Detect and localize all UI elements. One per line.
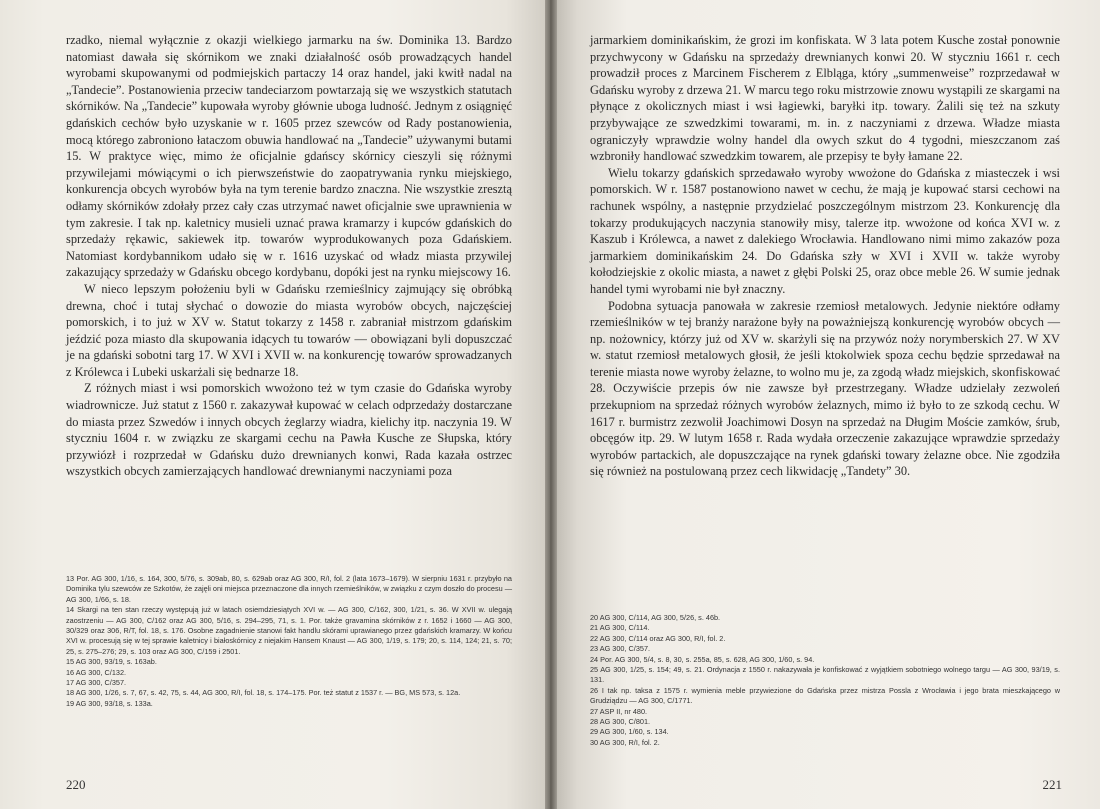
footnote-30: 30 AG 300, R/I, fol. 2. bbox=[590, 737, 660, 747]
footnote-20: 20 AG 300, C/114, AG 300, 5/26, s. 46b. bbox=[590, 613, 721, 622]
left-paragraph-2: W nieco lepszym położeniu byli w Gdańsku rzemieślnicy zajmujący się obróbką drewna, choć i tutaj słychać o dowozie do miasta wyrobów obcych, najczęściej pomorskich, i to już w XV w. Statut tokarzy z 1458 r. zabraniał mistrzom gdańskim jeździć poza miasto dla skupowania idących tu towarów — obowiązani byli dopuszczać je na gdański sobotni targ 17. W XVI i XVII w. na konkurencję towarów sprowadzanych z Królewca i Lubeki uskarżali się bednarze 18. bbox=[66, 281, 512, 379]
footnote-17: 17 AG 300, C/357. bbox=[66, 678, 127, 688]
footnote-25: 25 AG 300, 1/25, s. 154; 49, s. 21. Ordynacja z 1550 r. nakazywała je konfiskować z wyjątkiem sobotniego wolnego targu — AG 300, 93/19, s. 131. bbox=[590, 665, 1060, 685]
right-page bbox=[550, 0, 1100, 809]
page-number-left: 220 bbox=[66, 777, 86, 792]
footnote-29: 29 AG 300, 1/60, s. 134. bbox=[590, 727, 669, 737]
footnote-19: 19 AG 300, 93/18, s. 133a. bbox=[66, 698, 153, 708]
footnote-21: 21 AG 300, C/114. bbox=[590, 623, 650, 633]
book-spine-shadow bbox=[545, 0, 557, 809]
right-page-body bbox=[590, 32, 1060, 480]
right-paragraph-1: jarmarkiem dominikańskim, że grozi im konfiskata. W 3 lata potem Kusche został ponownie przychwycony w Gdańsku na sprzedaży drewnianych konwi 20. W styczniu 1661 r. cech prowadził proces z Marcinem Fischerem z Elbląga, który „summenweise” rozprzedawał w Gdańsku wyroby z drzewa 21. W marcu tego roku mistrzowie znowu wystąpili ze skargami na płynące z okolicznych miast i wsi łagiewki, baryłki itp. towary. Żalili się też na szkuty przybywające ze szwedzkimi towarami, m. in. z naczyniami z drzewa. Władze miasta ograniczyły wprawdzie wolny handel dla owych szkut do 4 tygodni, mieszczanom zaś wzbroniły handlować szwedzkim towarem, ale przepisy te były łamane 22. bbox=[590, 33, 1060, 164]
footnote-26: 26 I tak np. taksa z 1575 r. wymienia meble przywiezione do Gdańska przez mistrza Possla z Wrocławia i jego brata mieszkającego w Grudziądzu — AG 300, C/1771. bbox=[590, 685, 1060, 706]
footnote-24: 24 Por. AG 300, 5/4, s. 8, 30, s. 255a, 85, s. 628, AG 300, 1/60, s. 94. bbox=[590, 654, 815, 664]
left-paragraph-1: rzadko, niemal wyłącznie z okazji wielkiego jarmarku na św. Dominika 13. Bardzo natomiast dawała się skórnikom we znaki działalność osób prowadzących handel wyrobami skupowanymi od podmiejskich partaczy 14 oraz handel, jaki kwitł nadal na „Tandecie”. Postanowienia przeciw tandeciarzom powtarzają się we wszystkich statutach skórników. Na „Tandecie” kupowała wyroby głównie uboga ludność. Jednym z osiągnięć gdańskich cechów było uzyskanie w r. 1605 przez szewców od Rady postanowienia, mocą którego zabroniono łataczom obuwia handlować na „Tandecie” używanymi butami 15. W praktyce więc, mimo że oficjalnie gdańscy skórnicy cieszyli się różnymi przywilejami mówiącymi o ich pierwszeństwie do zaopatrywania rynku miejskiego, konkurencja obcych wyrobów była na tym terenie bardzo znaczna. Nie wszystkie zresztą odłamy skórników zdołały przez cały czas utrzymać nawet oficjalnie swe uprawnienia w tym zakresie. I tak np. kaletnicy musieli uznać prawa kramarzy i kupców gdańskich do sprzedaży rękawic, sakiewek itp. towarów wyprodukowanych poza Gdańskiem. Natomiast kordybannikom udało się w r. 1616 uzyskać od władz miasta przywilej zakazujący sprzedaży w Gdańsku obcego kordybanu, dopóki jest na rynku miejscowy 16. bbox=[66, 33, 512, 280]
left-paragraph-3: Z różnych miast i wsi pomorskich wwożono też w tym czasie do Gdańska wyroby wiadrownicze. Już statut z 1560 r. zakazywał kupować w celach odprzedaży dostarczane do miasta przez Szwedów i innych obcych żeglarzy wiadra, kielichy itp. naczynia 19. W styczniu 1604 r. w związku ze skargami cechu na Pawła Kusche ze Słupska, który przywiózł i rozprzedał w Gdańsku dużo drewnianych konwi, Rada kazała ostrzec wszystkich obcych zamierzających handlować drewnianymi naczyniami poza bbox=[66, 381, 512, 479]
footnote-27: 27 ASP II, nr 480. bbox=[590, 706, 648, 716]
footnote-22: 22 AG 300, C/114 oraz AG 300, R/I, fol. 2. bbox=[590, 633, 726, 643]
footnote-28: 28 AG 300, C/801. bbox=[590, 717, 651, 727]
footnote-23: 23 AG 300, C/357. bbox=[590, 644, 651, 654]
footnote-14: 14 Skargi na ten stan rzeczy występują już w latach osiemdziesiątych XVI w. — AG 300, C/162, 300, 1/21, s. 36. W XVII w. ulegają zaostrzeniu — AG 300, C/162 oraz AG 300, 5/16, s. 294–295, 71, s. 1. Por. także gravamina skórników z r. 1652 i 1660 — AG 300, 30/329 oraz 306, R/T, fol. 18, s. 176. Osobne zagadnienie stanowi fakt handlu skórami uprawianego przez gdańskich kramarzy. W końcu XVI w. procesują się w tej sprawie kaletnicy i białoskórnicy z niejakim Hansem Knaust — AG 300, 1/19, s. 179; 20, s. 114, 124; 21, s. 70; 25, s. 275–276; 29, s. 103 oraz AG 300, C/159 i 2501. bbox=[66, 605, 512, 656]
left-page-body bbox=[66, 32, 512, 480]
footnote-18: 18 AG 300, 1/26, s. 7, 67, s. 42, 75, s. 44, AG 300, R/I, fol. 18, s. 174–175. Por. też statut z 1537 r. — BG, MS 573, s. 12a. bbox=[66, 688, 461, 698]
right-paragraph-3: Podobna sytuacja panowała w zakresie rzemiosł metalowych. Jedynie niektóre odłamy rzemieślników w tej branży narażone były na poważniejszą konkurencję wyrobów obcych — np. nożownicy, którzy już od XV w. skarżyli się na przywóz noży norymberskich 27. W XV w. statut rzemiosł metalowych głosił, że jeśli ktokolwiek spoza cechu będzie sprzedawał na terenie miasta nowe wyroby żelazne, to wolno mu je, za zgodą władz miejskich, skonfiskować 28. Oczywiście przepis ów nie zawsze był przestrzegany. Władze udzielały zezwoleń przekupniom na sprzedaż różnych wyrobów żelaznych, mimo iż było to ze szkodą cechu. W 1617 r. burmistrz zezwolił Joachimowi Dosyn na sprzedaż na Długim Moście zamków, śrub, obcęgów itp. 29. W lutym 1658 r. Rada wydała orzeczenie zakazujące wprawdzie sprzedaży wyrobów partackich, ale dopuszczające na rynek gdański towary żelazne obce. Nie zgodziła się również na postulowaną przez cech likwidację „Tandety” 30. bbox=[590, 298, 1060, 479]
right-paragraph-2: Wielu tokarzy gdańskich sprzedawało wyroby wwożone do Gdańska z miasteczek i wsi pomorskich. W r. 1587 postanowiono nawet w cechu, że mają je kupować starsi cechowi na rachunek wspólny, a następnie przydzielać poszczególnym mistrzom 23. Konkurencję dla tokarzy produkujących naczynia stanowiły misy, talerze itp. wwożone od końca XVI w. z Kaszub i Królewca, a nawet z dalekiego Wrocławia. Handlowano nimi mimo zakazów poza jarmarkiem dominikańskim 24. Do Gdańska szły w XVI i XVII w. także wyroby kołodziejskie z okolic miasta, a nawet z głębi Polski 25, oraz obce meble 26. W sumie jednak handel tymi wyrobami nie był znaczny. bbox=[590, 165, 1060, 296]
footnote-15: 15 AG 300, 93/19, s. 163ab. bbox=[66, 657, 157, 667]
left-footnotes bbox=[66, 574, 512, 709]
right-footnotes bbox=[590, 613, 1060, 748]
footnote-13: 13 Por. AG 300, 1/16, s. 164, 300, 5/76, s. 309ab, 80, s. 629ab oraz AG 300, R/I, fol. 2 (lata 1673–1679). W sierpniu 1631 r. przybyło na Dominika tylu szewców ze Szkotów, że zajęli oni miejsca przeznaczone dla innych rzemieślników, w związku z czym doszło do procesu — AG 300, 1/66, s. 18. bbox=[66, 574, 512, 604]
page-number-right: 221 bbox=[1042, 777, 1062, 792]
footnote-16: 16 AG 300, C/132. bbox=[66, 667, 127, 677]
